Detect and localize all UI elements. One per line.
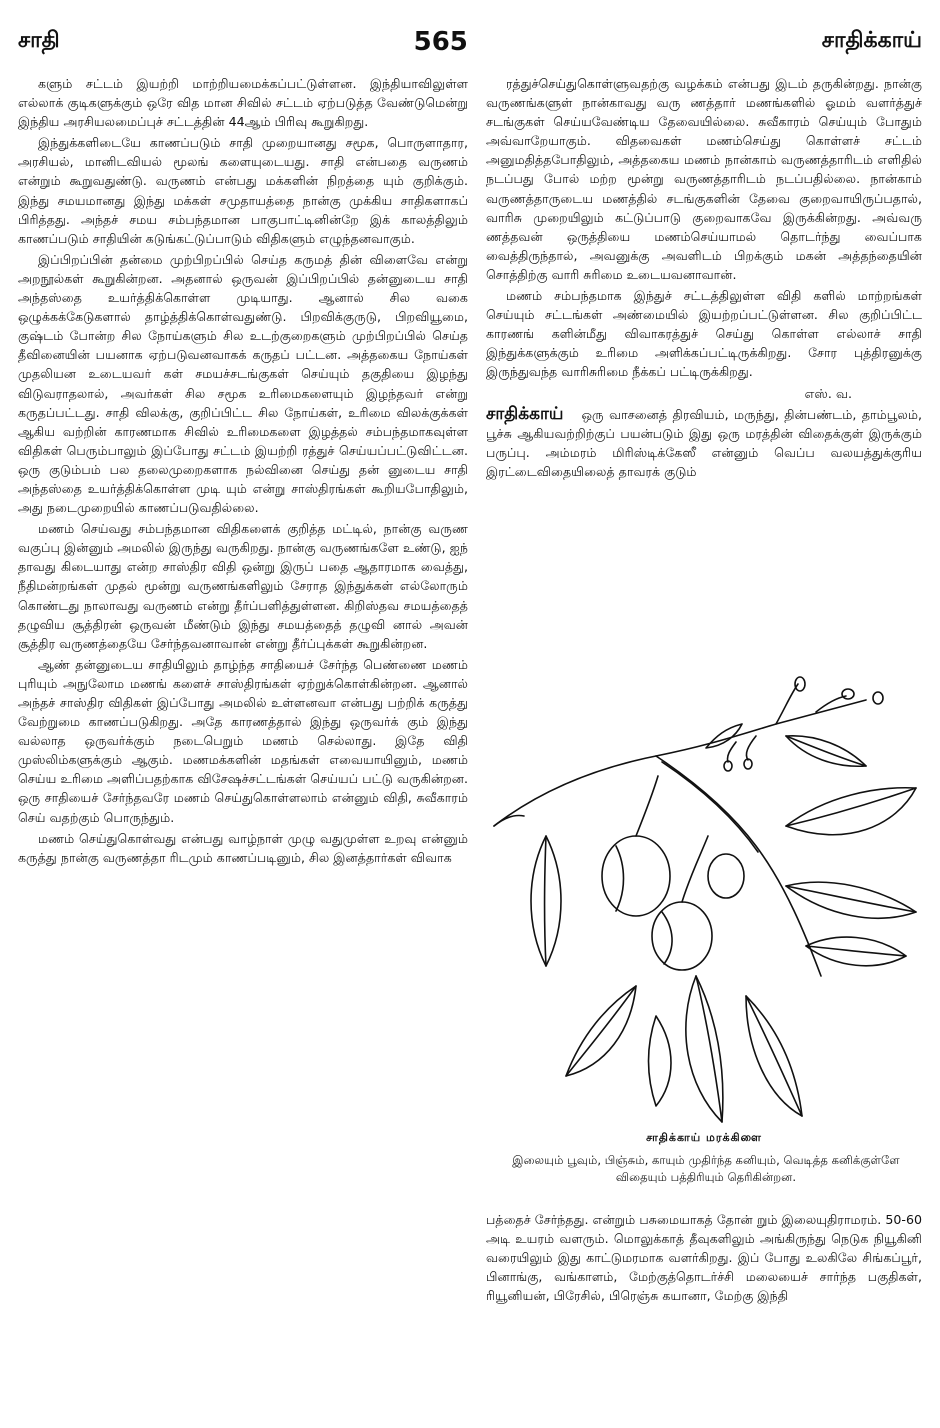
paragraph: களும் சட்டம் இயற்றி மாற்றியமைக்கப்பட்டுள்ளன. இந்தியாவிலுள்ள எல்லாக் குடிகளுக்கும் ஒரே வித மான சிவில் சட்டம் ஏற்படுத்த வேண்டுமென்று இந்திய அரசியலமைப்புச் சட்டத்தின் 44ஆம் பிரிவு கூறுகிறது.	[18, 76, 468, 130]
header-left-keyword: சாதி	[18, 28, 60, 53]
paragraph: பத்தைச் சேர்ந்தது. என்றும் பசுமையாகத் தோன் றும் இலையுதிராமரம். 50-60 அடி உயரம் வளரும். மொலுக்காத் தீவுகளிலும் அங்கிருந்து நெடுக நியூகினி வரையிலும் இது காட்டுமரமாக வளர்கிறது. இப் போது உலகிலே சிங்கப்பூர், பினாங்கு, வங்காளம், மேற்குத்தொடர்ச்சி மலையைச் சார்ந்த பகுதிகள், ரியூனியன், பிரேசில், பிரெஞ்சு கயானா, மேற்கு இந்தி	[486, 1212, 922, 1304]
author-initials: எஸ். வ.	[804, 385, 852, 401]
paragraph: ஆண் தன்னுடைய சாதியிலும் தாழ்ந்த சாதியைச் சேர்ந்த பெண்ணை மணம் புரியும் அநுலோம மணங் களைச் சாஸ்திரங்கள் ஏற்றுக்கொள்கின்றன. ஆனால் அந்தச் சாஸ்திர விதிகள் இப்போது அமலில் உள்ளனவா என்பது பற்றிக் கருத்து வேற்றுமை காணப்படுகிறது. அதே காரணத்தால் இந்து ஒருவர்க் கும் இந்து வல்லாத ஒருவர்க்கும் நடைபெறும் மணம் செல்லாது. இதே விதி முஸ்லிம்களுக்கும் ஆகும். மணமக்களின் மதங்கள் எவையாயினும், மணம் செய்ய உரிமை அளிப்பதற்காக விசேஷச்சட்டங்கள் செய்யப் பட்டு வருகின்றன. ஒரு சாதியைச் சேர்ந்தவரே மணம் செய்துகொள்ளலாம் என்னும் விதி, சுவீகாரம் செய் வதற்கும் பொருந்தும்.	[18, 656, 468, 825]
paragraph: ரத்துச்செய்துகொள்ளுவதற்கு வழக்கம் என்பது இடம் தருகின்றது. நான்கு வருணங்களுள் நான்காவது வரு ணத்தார் மணங்களில் ஓமம் வளர்த்துச் சடங்குகள் செய்யவேண்டிய தேவையில்லை. சுவீகாரம் செய்யும் போதும் அவ்வாறேயாகும். விதவைகள் மணம்செய்து கொள்ளச் சட்டம் அனுமதித்தபோதிலும், அத்தகைய மணம் நான்காம் வருணத்தாரிடம் எளிதில் நடப்பது போல் மற்ற மூன்று வருணத்தாரிடம் நடப்பதில்லை. நான்காம் வருணத்தாருடைய மணத்தில் சடங்குகளின் தேவை குறைவாயிருப்பதால், வாரிசு முறையிலும் கட்டுப்பாடு குறைவாகவே இருக்கின்றது. அவ்வரு ணத்தவன் ஒருத்தியை மணம்செய்யாமல் தொடர்ந்து வைப்பாக வைத்திருந்தால், அவனுக்கு அவளிடம் பிறக்கும் மகன் அத்தந்தையின் சொத்திற்கு வாரி சுரிமை உடையவனாவான்.	[486, 76, 922, 282]
paragraph: மணம் சம்பந்தமாக இந்துச் சட்டத்திலுள்ள விதி களில் மாற்றங்கள் செய்யும் சட்டங்கள் அண்மையில் இயற்றப்பட்டுள்ளன. சில குறிப்பிட்ட காரணங் களின்மீது விவாகரத்துச் செய்து கொள்ள எல்லாச் சாதி இந்துக்களுக்கும் உரிமை அளிக்கப்பட்டிருக்கிறது. சோர புத்திரனுக்கு இருந்துவந்த வாரிசுரிமை நீக்கப் பட்டிருக்கிறது.	[486, 288, 922, 380]
figure-title: சாதிக்காய் மரக்கிளை	[646, 1131, 762, 1144]
entry-paragraph	[486, 405, 922, 481]
page-header	[18, 22, 922, 62]
right-column-top	[486, 74, 922, 668]
right-column-bottom	[486, 1210, 922, 1414]
paragraph: இந்துக்களிடையே காணப்படும் சாதி முறையானது சமூக, பொருளாதார, அரசியல், மானிடவியல் மூலங் களையுடையது. சாதி என்பதை வருணம் என்றும் கூறுவதுண்டு. வருணம் என்பது மக்களின் நிறத்தை யும் குறிக்கும். இந்து சமயமானது இந்து மக்கள் சமுதாயத்தை நான்கு முக்கிய சாதிகளாகப் பிரித்தது. அந்தச் சமய சம்பந்தமான பாகுபாட்டினின்றே இக் காலத்திலும் காணப்படும் சாதியின் கடுங்கட்டுப்பாடும் விதிகளும் எழுந்தனவாகும்.	[18, 135, 468, 246]
paragraph: மணம் செய்வது சம்பந்தமான விதிகளைக் குறித்த மட்டில், நான்கு வருண வகுப்பு இன்னும் அமலில் இருந்து வருகிறது. நான்கு வருணங்களே உண்டு, ஐந் தாவது கிடையாது என்ற சாஸ்திர விதி ஒன்று இருப் பதை ஆதாரமாக வைத்து, நீதிமன்றங்கள் முதல் மூன்று வருணங்களிலும் சேராத இந்துக்கள் எல்லோரும் கொண்டது நாலாவது வருணம் என்று தீர்ப்பளித்துள்ளன. கிறிஸ்தவ சமயத்தைத் தழுவிய சூத்திரன் ஒருவன் மீண்டும் இந்து சமயத்தைத் தழுவி னால் அவன் சூத்திர வருணத்தையே சேர்ந்தவனாவான் என்று தீர்ப்புக்கள் கூறுகின்றன.	[18, 521, 468, 651]
nutmeg-branch-illustration	[486, 676, 922, 1126]
entry-headword: சாதிக்காய்	[486, 403, 564, 424]
nutmeg-branch-drawing	[486, 676, 922, 1126]
left-column	[18, 74, 468, 1414]
entry-text: ஒரு வாசனைத் திரவியம், மருந்து, தின்பண்டம், தாம்பூலம், பூச்சு ஆகியவற்றிற்குப் பயன்படும் இது ஒரு மரத்தின் விதைக்குள் இருக்கும் பருப்பு. அம்மரம் மிரிஸ்டிக்கேஸீ என்னும் வெப்ப வலயத்துக்குரிய இரட்டைவிதையிலைத் தாவரக் குடும்	[486, 406, 922, 479]
header-right-keyword: சாதிக்காய்	[821, 28, 922, 53]
page-number: 565	[413, 27, 468, 57]
figure-caption: இலையும் பூவும், பிஞ்சும், காயும் முதிர்ந்த கனியும், வெடித்த கனிக்குள்ளே விதையும் பத்திரியும் தெரிகின்றன.	[512, 1153, 900, 1184]
paragraph: மணம் செய்துகொள்வது என்பது வாழ்நாள் முழு வதுமுள்ள உறவு என்னும் கருத்து நான்கு வருணத்தா ரிடமும் காணப்படினும், சில இனத்தார்கள் விவாக	[18, 830, 468, 865]
paragraph: இப்பிறப்பின் தன்மை முற்பிறப்பில் செய்த கருமத் தின் விளைவே என்று அறநூல்கள் கூறுகின்றன. அதனால் ஒருவன் இப்பிறப்பில் தன்னுடைய சாதி அந்தஸ்தை உயர்த்திக்கொள்ள முடியாது. ஆனால் சில வகை ஒழுக்கக்கேடுகளால் தாழ்த்திக்கொள்வதுண்டு. பிறவிக்குருடு, பிறவியூமை, குஷ்டம் போன்ற சில நோய்களும் சில உடற்குறைகளும் முற்பிறப்பில் செய்த தீவினையின் பயனாக ஏற்படுவனவாகக் கருதப் பட்டன. அத்தகைய நோய்கள் முதலியன உடையவர் கள் சமயச்சடங்குகள் செய்யும் தகுதியை இழந்து விடுவராதலால், அவர்கள் சில சமூக உரிமைகளையும் இழந்தவர் என்று கருதப்பட்டது. சாதி விலக்கு, குறிப்பிட்ட சில நோய்கள், உரிமை விலக்குக்கள் ஆகிய வற்றின் காரணமாக சிவில் உரிமைகளை இழத்தல் சம்பந்தமாகவுள்ள விதிகள் பெரும்பாலும் இப்போது சட்டம் இயற்றி ரத்துச் செய்யப்பட்டுவிட்டன. ஒரு குடும்பம் பல தலைமுறைகளாக நல்வினை செய்து தன் னுடைய சாதி அந்தஸ்தை உயர்த்திக்கொள்ள முடி யும் என்று சாஸ்திரங்கள் கூறியபோதிலும், அது நடைமுறையில் காணப்படுவதில்லை.	[18, 251, 468, 516]
